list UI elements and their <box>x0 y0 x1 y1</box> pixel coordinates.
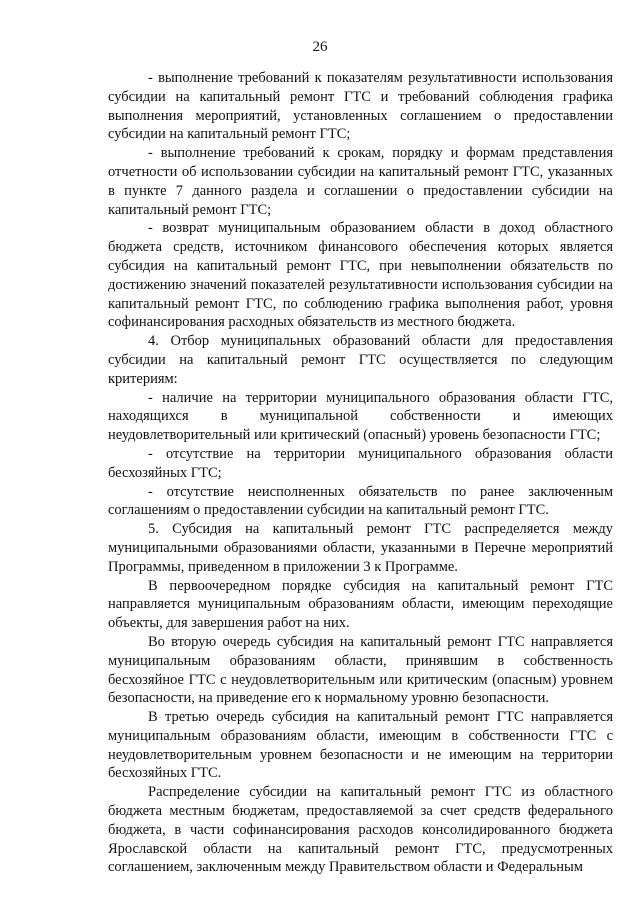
paragraph-criterion-ownerless-gts: - отсутствие на территории муниципального образования области бесхозяйных ГТС; <box>108 445 613 481</box>
paragraph-federal-cofinancing: Распределение субсидии на капитальный ремонт ГТС из областного бюджета местным бюджетам, предоставляемой за счет средств федерального бюджета, в части софинансирования расходов консолидированного бюджета Ярославской области на капитальный ремонт ГТС, предусмотренных соглашением, заключенным между Правительством области и Федеральным <box>108 784 613 876</box>
paragraph-second-priority: Во вторую очередь субсидия на капитальный ремонт ГТС направляется муниципальным образованиям области, принявшим в собственность бесхозяйное ГТС с неудовлетворительным или критическим (опасным) уровнем безопасности, на приведение его к нормальному уровню безопасности. <box>108 633 613 707</box>
paragraph-criterion-obligations: - отсутствие неисполненных обязательств по ранее заключенным соглашениям о предоставлении субсидии на капитальный ремонт ГТС. <box>108 483 613 519</box>
paragraph-requirement-performance: - выполнение требований к показателям результативности использования субсидии на капитальный ремонт ГТС и требований соблюдения графика выполнения мероприятий, установленных соглашением о предоставлении субсидии на капитальный ремонт ГТС; <box>108 70 613 143</box>
paragraph-criterion-municipal-gts: - наличие на территории муниципального образования области ГТС, находящихся в муниципальной собственности и имеющих неудовлетворительный или критический (опасный) уровень безопасности ГТС; <box>108 389 613 444</box>
paragraph-requirement-reporting: - выполнение требований к срокам, порядку и формам представления отчетности об использовании субсидии на капитальный ремонт ГТС, указанных в пункте 7 данного раздела и соглашении о предоставлении субсидии на капитальный ремонт ГТС; <box>108 145 613 218</box>
paragraph-funds-return: - возврат муниципальным образованием области в доход областного бюджета средств, источником финансового обеспечения которых является субсидия на капитальный ремонт ГТС, при невыполнении обязательств по достижению значений показателей результативности использования субсидии на капитальный ремонт ГТС, по соблюдению графика выполнения работ, уровня софинансирования расходных обязательств из местного бюджета. <box>108 220 613 331</box>
paragraph-distribution: 5. Субсидия на капитальный ремонт ГТС распределяется между муниципальными образованиями области, указанными в Перечне мероприятий Программы, приведенном в приложении 3 к Программе. <box>108 521 613 575</box>
paragraph-first-priority: В первоочередном порядке субсидия на капитальный ремонт ГТС направляется муниципальным образованиям области, имеющим переходящие объекты, для завершения работ на них. <box>108 577 613 632</box>
document-body <box>108 69 613 877</box>
page-number: 26 <box>312 39 328 55</box>
paragraph-selection-criteria: 4. Отбор муниципальных образований области для предоставления субсидии на капитальный ремонт ГТС осуществляется по следующим критериям: <box>108 333 613 387</box>
paragraph-third-priority: В третью очередь субсидия на капитальный ремонт ГТС направляется муниципальным образованиям области, имеющим в собственности ГТС с неудовлетворительным уровнем безопасности и не имеющим на территории бесхозяйных ГТС. <box>108 709 613 782</box>
